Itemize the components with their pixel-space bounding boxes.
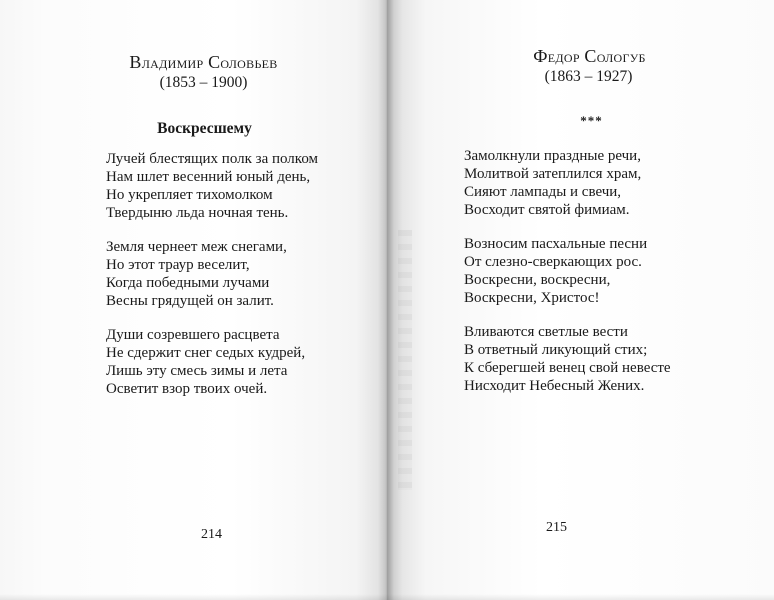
poem-line: Весны грядущей он залит. [106, 293, 274, 309]
poem-line: К сберегшей венец свой невесте [464, 360, 671, 376]
left-author-first-rest: ладимир [141, 53, 209, 72]
poem-line: Но укрепляет тихомолком [106, 187, 273, 203]
poem-line: Лучей блестящих полк за полком [106, 151, 319, 167]
left-author-name [0, 52, 387, 73]
poem-line: От слезно-сверкающих рос. [464, 254, 642, 270]
poem-line: Не сдержит снег седых кудрей, [106, 345, 306, 361]
left-stanza-2 [106, 238, 318, 310]
poem-line: Когда победными лучами [106, 275, 270, 291]
right-poem [464, 147, 671, 411]
poem-line: Вливаются светлые вести [464, 324, 628, 340]
poem-line: Но этот траур веселит, [106, 257, 250, 273]
poem-line: Молитвой затеплился храм, [464, 166, 642, 182]
right-stanza-3 [464, 323, 671, 395]
poem-line: Замолкнули праздные речи, [464, 148, 641, 164]
poem-line: Нам шлет весенний юный день, [106, 169, 311, 185]
left-stanza-3 [106, 326, 318, 398]
left-poem-title: Воскресшему [157, 120, 252, 137]
page-bottom-edge [0, 594, 774, 600]
poem-line: Нисходит Небесный Жених. [464, 378, 645, 394]
poem-line: Сияют лампады и свечи, [464, 184, 622, 200]
poem-line: В ответный ликующий стих; [464, 342, 648, 358]
poem-line: Твердыню льда ночная тень. [106, 205, 289, 221]
right-page-number: 215 [546, 520, 567, 535]
left-author-last-rest: оловьев [220, 53, 278, 72]
left-author-first-initial: В [129, 52, 142, 72]
right-author-last-rest: ологуб [596, 47, 646, 66]
poem-line: Воскресни, воскресни, [464, 272, 611, 288]
left-page-number: 214 [201, 527, 222, 542]
poem-line: Лишь эту смесь зимы и лета [106, 363, 288, 379]
show-through-strip [398, 230, 412, 490]
right-author-first-initial: Ф [533, 46, 548, 66]
asterism-separator: *** [580, 113, 603, 128]
left-author-last-initial: С [208, 52, 221, 72]
poem-line: Восходит святой фимиам. [464, 202, 630, 218]
left-stanza-1 [106, 150, 318, 222]
right-author-name [387, 46, 774, 67]
right-stanza-1 [464, 147, 671, 219]
left-poem [106, 150, 318, 414]
poem-line: Воскресни, Христос! [464, 290, 600, 306]
right-author-years: (1863 – 1927) [544, 68, 633, 85]
right-author-first-rest: едор [547, 47, 585, 66]
right-stanza-2 [464, 235, 671, 307]
poem-line: Земля чернеет меж снегами, [106, 239, 287, 255]
book-gutter-shadow [378, 0, 394, 600]
poem-line: Души созревшего расцвета [106, 327, 280, 343]
right-author-last-initial: С [584, 46, 597, 66]
poem-line: Возносим пасхальные песни [464, 236, 648, 252]
left-author-years: (1853 – 1900) [159, 74, 248, 91]
right-page [387, 0, 774, 600]
poem-line: Осветит взор твоих очей. [106, 381, 268, 397]
